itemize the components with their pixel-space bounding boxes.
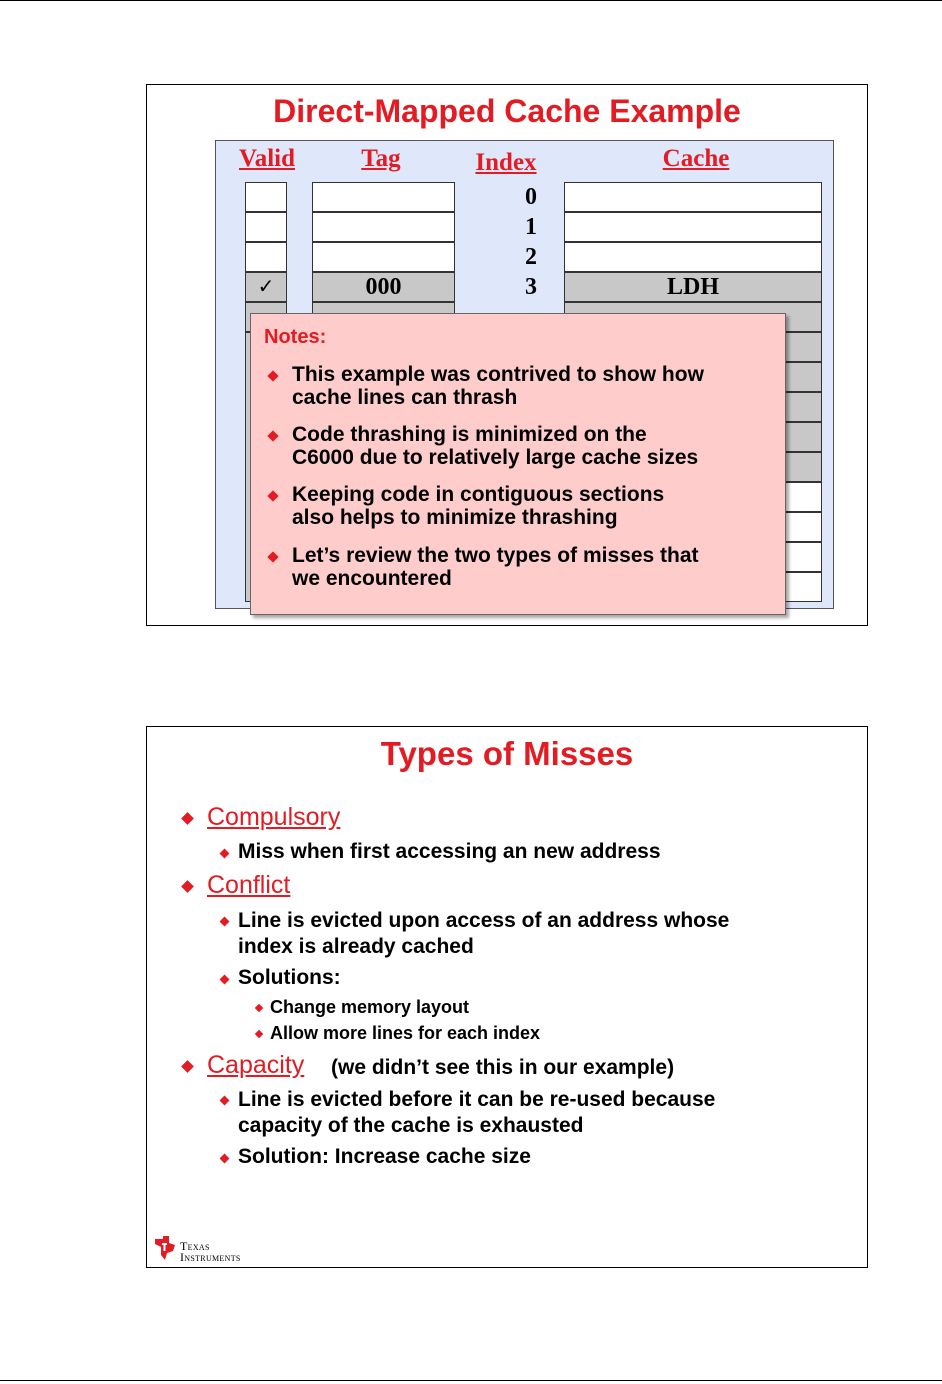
- index-label: 1: [525, 214, 537, 240]
- capacity-desc-line: Line is evicted before it can be re-used because: [238, 1088, 716, 1111]
- logo-line1: Texas: [180, 1239, 210, 1253]
- notes-item-line: Keeping code in contiguous sections: [292, 483, 665, 506]
- tag-cell: [312, 242, 455, 272]
- bullet-diamond-icon: [220, 917, 230, 927]
- valid-cell: [245, 182, 287, 212]
- capacity-desc-line: capacity of the cache is exhausted: [238, 1114, 584, 1137]
- valid-cell: [245, 242, 287, 272]
- index-label: 2: [525, 244, 537, 270]
- notes-item-line: we encountered: [292, 567, 452, 590]
- slide1-title: Direct-Mapped Cache Example: [273, 93, 741, 129]
- solution-item: Allow more lines for each index: [270, 1023, 541, 1043]
- bottom-rule: [0, 1380, 942, 1381]
- bullet-diamond-icon: [255, 1030, 263, 1038]
- top-rule: [0, 0, 942, 1]
- cache-cell: [564, 182, 822, 212]
- cache-cell: [564, 242, 822, 272]
- header-valid: Valid: [238, 145, 296, 172]
- notes-item-line: Let’s review the two types of misses that: [292, 544, 699, 567]
- compulsory-desc: Miss when first accessing an new address: [238, 840, 661, 863]
- cache-cell: [564, 212, 822, 242]
- bullet-diamond-icon: [267, 490, 278, 501]
- conflict-desc-line: index is already cached: [238, 935, 474, 958]
- bullet-diamond-icon: [220, 975, 230, 985]
- ti-logo-icon: [153, 1235, 177, 1261]
- ti-logo: [153, 1235, 283, 1263]
- index-label: 0: [525, 184, 537, 210]
- logo-line2: Instruments: [180, 1250, 241, 1264]
- bullet-diamond-icon: [220, 1154, 230, 1164]
- slide-types-of-misses: [146, 726, 868, 1268]
- conflict-label: Conflict: [207, 871, 291, 899]
- notes-item-line: also helps to minimize thrashing: [292, 506, 618, 529]
- bullet-diamond-icon: [181, 1060, 194, 1073]
- slide2-title: Types of Misses: [380, 735, 634, 772]
- capacity-note: (we didn’t see this in our example): [331, 1056, 675, 1079]
- tag-cell: [312, 182, 455, 212]
- bullet-diamond-icon: [267, 551, 278, 562]
- cache-cell: [564, 272, 822, 302]
- capacity-solution: Solution: Increase cache size: [238, 1145, 531, 1168]
- solution-item: Change memory layout: [270, 997, 470, 1017]
- tag-cell: [312, 212, 455, 242]
- tag-cell: [312, 272, 455, 302]
- valid-cell: [245, 272, 287, 302]
- bullet-diamond-icon: [181, 812, 194, 825]
- capacity-label: Capacity: [207, 1051, 305, 1079]
- bullet-diamond-icon: [220, 1096, 230, 1106]
- cache-value: LDH: [666, 274, 719, 300]
- solutions-label: Solutions:: [238, 966, 341, 989]
- bullet-diamond-icon: [220, 849, 230, 859]
- bullet-diamond-icon: [267, 430, 278, 441]
- notes-item-line: This example was contrived to show how: [292, 363, 704, 386]
- check-icon: ✓: [257, 276, 275, 298]
- compulsory-label: Compulsory: [207, 803, 341, 831]
- header-index: Index: [475, 149, 537, 176]
- notes-item-line: C6000 due to relatively large cache sizes: [292, 446, 699, 469]
- bullet-diamond-icon: [181, 880, 194, 893]
- header-tag: Tag: [361, 145, 401, 172]
- tag-value: 000: [365, 274, 402, 300]
- notes-item-line: Code thrashing is minimized on the: [292, 423, 647, 446]
- notes-item-line: cache lines can thrash: [292, 386, 518, 409]
- bullet-diamond-icon: [255, 1004, 263, 1012]
- index-label: 3: [525, 274, 537, 300]
- conflict-desc-line: Line is evicted upon access of an address whose: [238, 909, 730, 932]
- slide-direct-mapped-cache: [146, 84, 868, 626]
- valid-cell: [245, 212, 287, 242]
- notes-box: [250, 313, 786, 615]
- header-cache: Cache: [662, 145, 730, 172]
- notes-title: Notes:: [264, 326, 327, 348]
- bullet-diamond-icon: [267, 370, 278, 381]
